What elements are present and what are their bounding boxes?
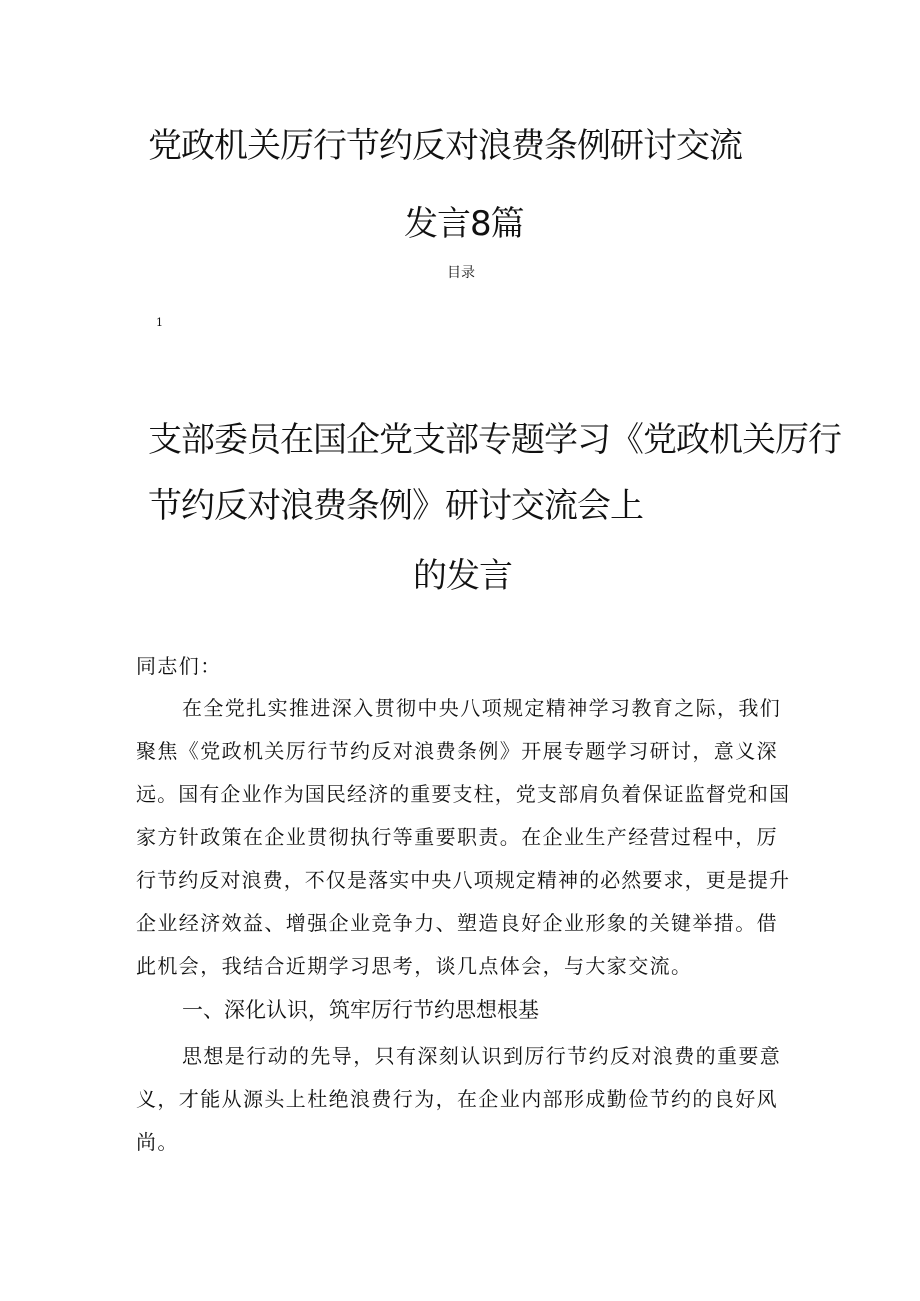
paragraph-2-line: 思想是行动的先导，只有深刻认识到厉行节约反对浪费的重要意 [182, 1044, 782, 1068]
document-title-line-1: 党政机关厉行节约反对浪费条例研讨交流 [148, 126, 742, 166]
paragraph-1-line: 此机会，我结合近期学习思考，谈几点体会，与大家交流。 [136, 954, 693, 978]
paragraph-1-line: 在全党扎实推进深入贯彻中央八项规定精神学习教育之际，我们 [182, 696, 782, 720]
paragraph-1-line: 家方针政策在企业贯彻执行等重要职责。在企业生产经营过程中，厉 [136, 825, 778, 849]
paragraph-1-line: 聚焦《党政机关厉行节约反对浪费条例》开展专题学习研讨，意义深 [136, 739, 778, 763]
paragraph-1-line: 远。国有企业作为国民经济的重要支柱，党支部肩负着保证监督党和国 [136, 782, 791, 806]
paragraph-1-line: 企业经济效益、增强企业竞争力、塑造良好企业形象的关键举措。借 [136, 911, 778, 935]
paragraph-2-line: 义，才能从源头上杜绝浪费行为，在企业内部形成勤俭节约的良好风 [136, 1087, 778, 1111]
toc-label: 目录 [447, 265, 475, 281]
paragraph-1-line: 行节约反对浪费，不仅是落实中央八项规定精神的必然要求，更是提升 [136, 868, 791, 892]
section-title-line-1: 支部委员在国企党支部专题学习《党政机关厉行 [148, 420, 841, 460]
salutation: 同志们： [136, 654, 222, 678]
section-title-line-3: 的发言 [413, 556, 512, 596]
section-title-line-2: 节约反对浪费条例》研讨交流会上 [148, 486, 643, 526]
section-heading-1: 一、深化认识，筑牢厉行节约思想根基 [182, 998, 539, 1022]
document-title-line-2: 发言8篇 [404, 204, 524, 244]
toc-entry-number[interactable]: 1 [156, 316, 163, 329]
paragraph-2-line: 尚。 [136, 1130, 179, 1154]
